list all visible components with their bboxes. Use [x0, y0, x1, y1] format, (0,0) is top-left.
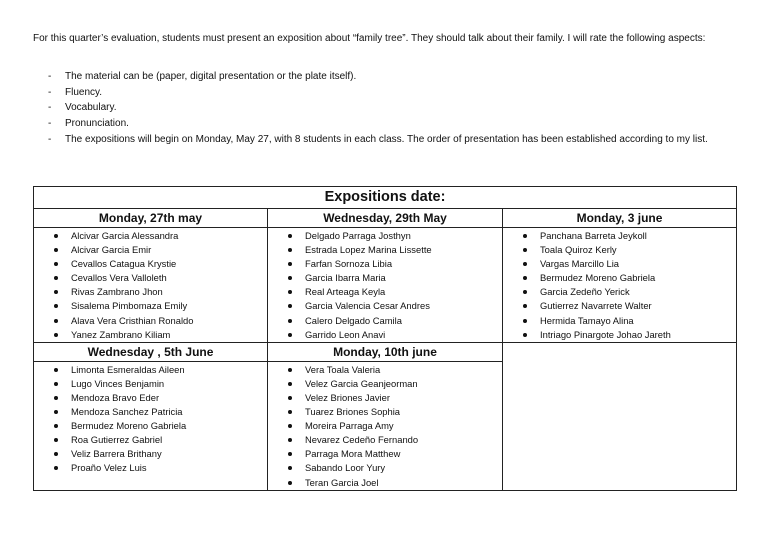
- day-heading: Wednesday, 29th May: [268, 209, 503, 228]
- table-title: Expositions date:: [34, 187, 737, 209]
- student-name: Parraga Mora Matthew: [268, 447, 502, 461]
- student-name: Toala Quiroz Kerly: [503, 243, 736, 257]
- student-name: Garcia Ibarra Maria: [268, 271, 502, 285]
- student-name: Panchana Barreta Jeykoll: [503, 229, 736, 243]
- student-name: Estrada Lopez Marina Lissette: [268, 243, 502, 257]
- student-name: Vargas Marcillo Lia: [503, 257, 736, 271]
- student-name: Rivas Zambrano Jhon: [34, 285, 267, 299]
- student-name: Veliz Barrera Brithany: [34, 447, 267, 461]
- aspect-item: - Vocabulary.: [48, 100, 738, 116]
- student-name: Vera Toala Valeria: [268, 363, 502, 377]
- day-heading: Monday, 27th may: [34, 209, 268, 228]
- day-cell: [34, 228, 268, 343]
- aspect-item: - The material can be (paper, digital presentation or the plate itself).: [48, 69, 738, 85]
- day-heading: Wednesday , 5th June: [34, 342, 268, 361]
- student-name: Real Arteaga Keyla: [268, 285, 502, 299]
- student-name: Velez Briones Javier: [268, 391, 502, 405]
- empty-cell: [503, 342, 737, 490]
- student-name: Garcia Valencia Cesar Andres: [268, 299, 502, 313]
- day-cell: [268, 361, 503, 490]
- student-name: Bermudez Moreno Gabriela: [34, 419, 267, 433]
- student-name: Cevallos Vera Valloleth: [34, 271, 267, 285]
- intro-paragraph: For this quarter’s evaluation, students must present an exposition about “family tree”. They should talk about their family. I will rate the following aspects:: [33, 33, 706, 44]
- aspect-item: - Pronunciation.: [48, 116, 738, 132]
- student-name: Intriago Pinargote Johao Jareth: [503, 328, 736, 342]
- student-name: Sabando Loor Yury: [268, 461, 502, 475]
- student-name: Mendoza Sanchez Patricia: [34, 405, 267, 419]
- student-name: Alcivar Garcia Alessandra: [34, 229, 267, 243]
- student-name: Teran Garcia Joel: [268, 476, 502, 490]
- expositions-table: [33, 186, 737, 491]
- student-list: [503, 228, 736, 342]
- student-name: Roa Gutierrez Gabriel: [34, 433, 267, 447]
- day-cell: [34, 361, 268, 490]
- student-list: [268, 228, 502, 342]
- student-name: Nevarez Cedeño Fernando: [268, 433, 502, 447]
- student-name: Tuarez Briones Sophia: [268, 405, 502, 419]
- student-list: [268, 362, 502, 490]
- day-cell: [268, 228, 503, 343]
- student-name: Lugo Vinces Benjamin: [34, 377, 267, 391]
- student-name: Farfan Sornoza Libia: [268, 257, 502, 271]
- student-name: Gutierrez Navarrete Walter: [503, 299, 736, 313]
- student-name: Limonta Esmeraldas Aileen: [34, 363, 267, 377]
- student-name: Cevallos Catagua Krystie: [34, 257, 267, 271]
- day-heading: Monday, 10th june: [268, 342, 503, 361]
- student-name: Delgado Parraga Josthyn: [268, 229, 502, 243]
- student-list: [34, 228, 267, 342]
- aspect-item: - Fluency.: [48, 85, 738, 101]
- student-name: Bermudez Moreno Gabriela: [503, 271, 736, 285]
- student-name: Alcivar Garcia Emir: [34, 243, 267, 257]
- aspects-list: [48, 69, 738, 148]
- student-name: Moreira Parraga Amy: [268, 419, 502, 433]
- student-name: Hermida Tamayo Alina: [503, 314, 736, 328]
- aspect-item: - The expositions will begin on Monday, May 27, with 8 students in each class. The order of presentation has been established according to my list.: [48, 132, 738, 148]
- student-list: [34, 362, 267, 476]
- student-name: Proaño Velez Luis: [34, 461, 267, 475]
- student-name: Alava Vera Cristhian Ronaldo: [34, 314, 267, 328]
- student-name: Calero Delgado Camila: [268, 314, 502, 328]
- student-name: Mendoza Bravo Eder: [34, 391, 267, 405]
- student-name: Sisalema Pimbomaza Emily: [34, 299, 267, 313]
- day-heading: Monday, 3 june: [503, 209, 737, 228]
- student-name: Garrido Leon Anavi: [268, 328, 502, 342]
- student-name: Yanez Zambrano Kiliam: [34, 328, 267, 342]
- day-cell: [503, 228, 737, 343]
- student-name: Garcia Zedeño Yerick: [503, 285, 736, 299]
- student-name: Velez Garcia Geanjeorman: [268, 377, 502, 391]
